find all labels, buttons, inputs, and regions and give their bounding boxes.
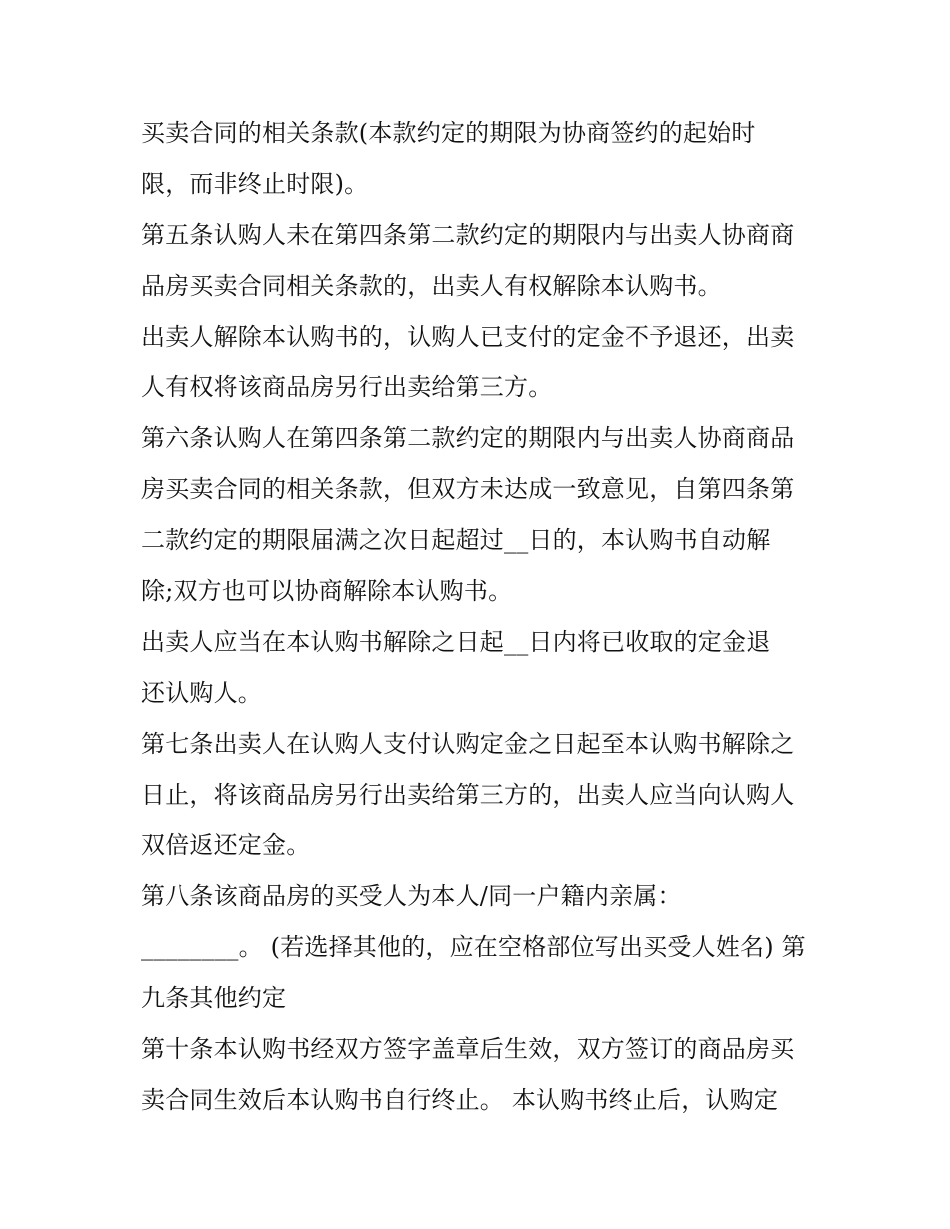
text-line: 限，而非终止时限)。 bbox=[141, 169, 369, 198]
text-line: 卖合同生效后本认购书自行终止。 本认购书终止后，认购定 bbox=[141, 1085, 779, 1114]
text-line: 第十条本认购书经双方签字盖章后生效，双方签订的商品房买 bbox=[141, 1035, 795, 1064]
text-line: 买卖合同的相关条款(本款约定的期限为协商签约的起始时 bbox=[141, 119, 756, 147]
text-line: 第六条认购人在第四条第二款约定的期限内与出卖人协商商品 bbox=[141, 424, 795, 453]
text-line: 日止，将该商品房另行出卖给第三方的，出卖人应当向认购人 bbox=[141, 780, 795, 809]
text-line: 房买卖合同的相关条款，但双方未达成一致意见，自第四条第 bbox=[141, 475, 795, 504]
text-line: 第五条认购人未在第四条第二款约定的期限内与出卖人协商商 bbox=[141, 220, 795, 249]
text-line: 还认购人。 bbox=[141, 678, 262, 707]
text-line: 第八条该商品房的买受人为本人/同一户籍内亲属： bbox=[141, 882, 682, 911]
text-line: 出卖人应当在本认购书解除之日起__日内将已收取的定金退 bbox=[141, 627, 771, 656]
document-body bbox=[141, 108, 821, 1126]
text-line: 人有权将该商品房另行出卖给第三方。 bbox=[141, 373, 553, 402]
text-line: 品房买卖合同相关条款的，出卖人有权解除本认购书。 bbox=[141, 271, 722, 300]
text-line: 二款约定的期限届满之次日起超过__日的，本认购书自动解 bbox=[141, 526, 771, 555]
text-line: 除;双方也可以协商解除本认购书。 bbox=[141, 577, 513, 606]
text-line: 九条其他约定 bbox=[141, 984, 287, 1013]
text-line: 出卖人解除本认购书的，认购人已支付的定金不予退还，出卖 bbox=[141, 322, 795, 351]
text-line: 双倍返还定金。 bbox=[141, 831, 311, 860]
text-line: ________。 (若选择其他的，应在空格部位写出买受人姓名) 第 bbox=[141, 933, 806, 962]
text-line: 第七条出卖人在认购人支付认购定金之日起至本认购书解除之 bbox=[141, 729, 795, 758]
